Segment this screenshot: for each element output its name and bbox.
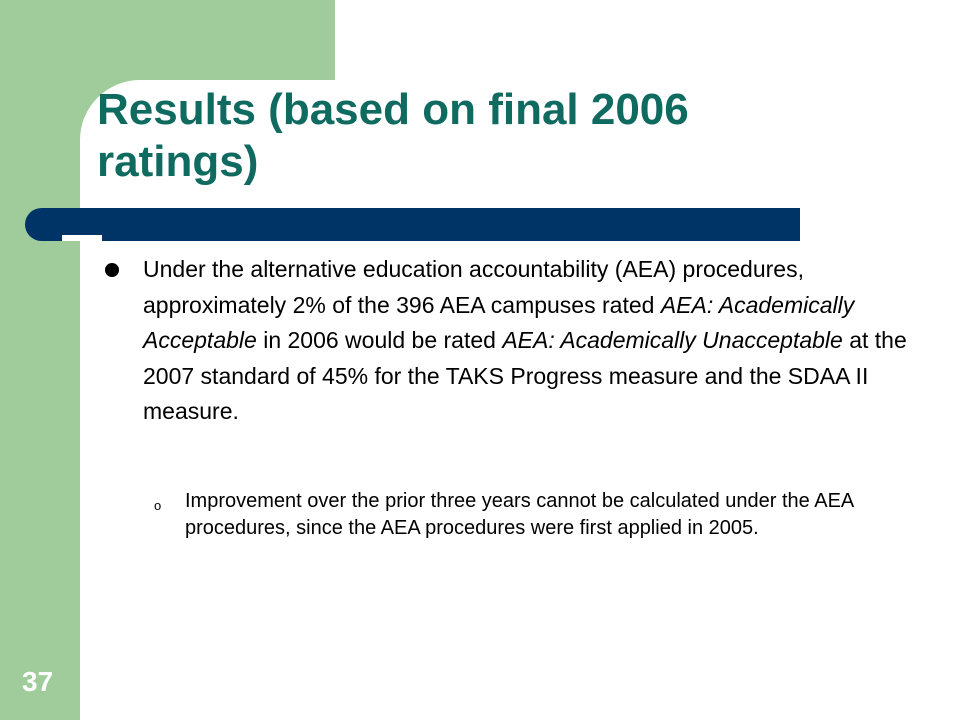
page-number: 37 [22, 666, 54, 697]
text-segment-italic: AEA: Academically Acceptable [143, 291, 855, 353]
text-segment: Under the alternative education accountability (AEA) procedures, approximately 2% of the 396 AEA campuses rated [143, 256, 804, 318]
text-segment: at the 2007 standard of 45% for the TAKS Progress measure and the SDAA II measure. [143, 327, 907, 424]
bullet-dot [105, 263, 119, 277]
slide-title: Results (based on final 2006 ratings) [97, 85, 689, 186]
text-segment: in 2006 would be rated [256, 327, 503, 353]
text-segment-italic: AEA: Academically Unacceptable [502, 327, 843, 353]
sub-bullet-marker: o [154, 498, 162, 513]
sub-bullet-text: Improvement over the prior three years cannot be calculated under the AEA procedures, since the AEA procedures were first applied in 2005. [185, 490, 854, 539]
divider-notch [62, 235, 102, 241]
title-divider-bar [25, 208, 800, 241]
main-bullet-text [143, 252, 943, 430]
